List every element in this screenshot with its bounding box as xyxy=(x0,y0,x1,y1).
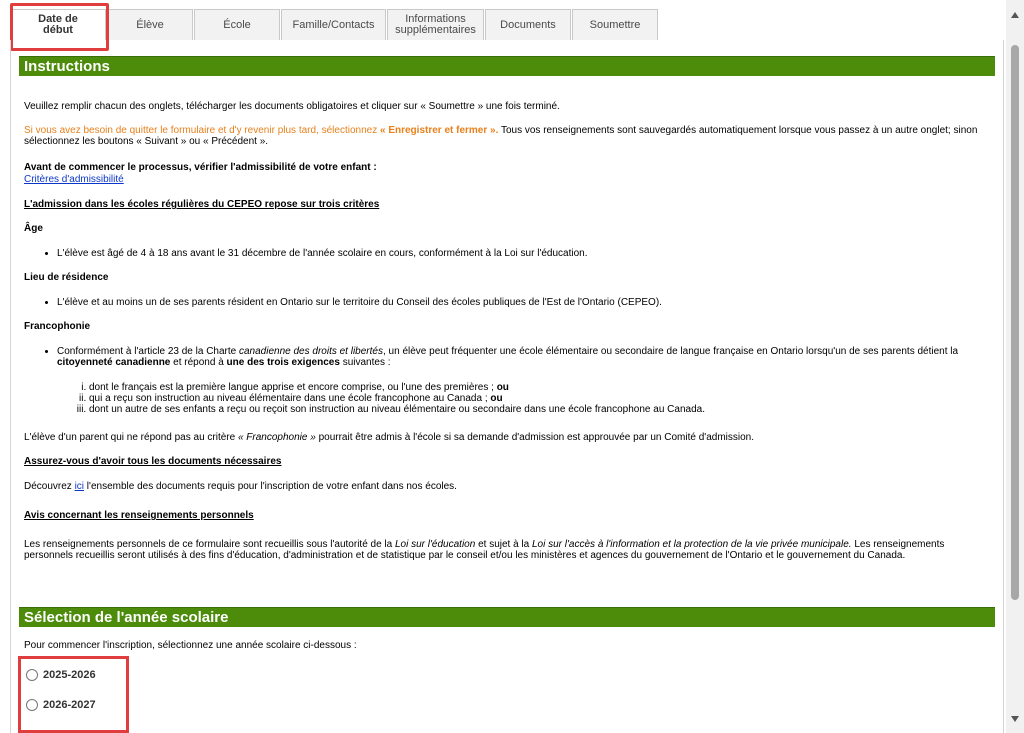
requirement-item: i. dont le français est la première langue apprise et encore comprise, ou l'une des premières ; ou xyxy=(89,382,995,393)
year-option-2026-2027[interactable]: 2026-2027 xyxy=(26,699,96,711)
privacy-heading: Avis concernant les renseignements personnels xyxy=(24,510,254,521)
francophonie-heading: Francophonie xyxy=(24,321,91,332)
francophonie-criterion: • Conformément à l'article 23 de la Charte canadienne des droits et libertés, un élève peut fréquenter une école élémentaire ou secondaire de langue française en Ontario lorsqu'un de ses parents détient la citoyenneté canadienne et répond à une des trois exigences suivantes : xyxy=(57,346,985,368)
scroll-up-icon[interactable] xyxy=(1011,12,1019,18)
tab-date-de-debut[interactable]: Date de début xyxy=(10,9,106,40)
age-criterion: • L'élève est âgé de 4 à 18 ans avant le 31 décembre de l'année scolaire en cours, conformément à la Loi sur l'éducation. xyxy=(57,248,995,259)
tab-documents[interactable]: Documents xyxy=(485,9,571,40)
save-note: Si vous avez besoin de quitter le formulaire et d'y revenir plus tard, sélectionnez « Enregistrer et fermer ». Tous vos renseignements sont sauvegardés automatiquement lorsque vous passez à un autre onglet; sinon sélectionnez les boutons « Suivant » ou « Précédent ». xyxy=(24,125,978,147)
francophonie-requirements xyxy=(19,382,995,415)
admission-heading: L'admission dans les écoles régulières du CEPEO repose sur trois critères xyxy=(24,199,380,210)
requirement-item: iii. dont un autre de ses enfants a reçu ou reçoit son instruction au niveau élémentaire ou secondaire dans une école francophone au Canada. xyxy=(89,404,995,415)
before-heading: Avant de commencer le processus, vérifier l'admissibilité de votre enfant : xyxy=(24,162,377,173)
year-option-2025-2026[interactable]: 2025-2026 xyxy=(26,669,96,681)
documents-heading: Assurez-vous d'avoir tous les documents nécessaires xyxy=(24,456,282,467)
residence-heading: Lieu de résidence xyxy=(24,272,109,283)
tab-eleve[interactable]: Élève xyxy=(107,9,193,40)
scroll-down-icon[interactable] xyxy=(1011,716,1019,722)
instructions-content xyxy=(19,56,995,711)
documents-link[interactable]: ici xyxy=(74,481,85,492)
school-year-prompt: Pour commencer l'inscription, sélectionnez une année scolaire ci-dessous : xyxy=(24,640,357,651)
committee-note: L'élève d'un parent qui ne répond pas au critère « Francophonie » pourrait être admis à l'école si sa demande d'admission est approuvée par un Comité d'admission. xyxy=(24,432,754,443)
instructions-header: Instructions xyxy=(19,56,995,76)
tab-ecole[interactable]: École xyxy=(194,9,280,40)
school-year-header: Sélection de l'année scolaire xyxy=(19,607,995,627)
form-panel xyxy=(10,40,1004,733)
tab-famille-contacts[interactable]: Famille/Contacts xyxy=(281,9,386,40)
radio-button[interactable] xyxy=(26,699,38,711)
privacy-text: Les renseignements personnels de ce formulaire sont recueillis sous l'autorité de la Loi sur l'éducation et sujet à la Loi sur l'accès à l'information et la protection de la vie privée municipale. Les renseignements personnels recueillis seront utilisés à des fins d'éducation, d'administration et de statistique par le conseil et/ou les ministères et agences du gouvernement de l'Ontario et le gouvernement du Canada. xyxy=(24,539,945,561)
age-heading: Âge xyxy=(24,223,43,234)
vertical-scrollbar[interactable] xyxy=(1006,0,1024,733)
eligibility-criteria-link[interactable]: Critères d'admissibilité xyxy=(24,174,124,185)
documents-text: Découvrez ici l'ensemble des documents requis pour l'inscription de votre enfant dans nos écoles. xyxy=(24,481,457,492)
form-tab-bar xyxy=(10,9,659,40)
intro-text: Veuillez remplir chacun des onglets, télécharger les documents obligatoires et cliquer sur « Soumettre » une fois terminé. xyxy=(24,101,560,112)
tab-informations-supplementaires[interactable]: Informations supplémentaires xyxy=(387,9,484,40)
requirement-item: ii. qui a reçu son instruction au niveau élémentaire dans une école francophone au Canada ; ou xyxy=(89,393,995,404)
residence-criterion: • L'élève et au moins un de ses parents résident en Ontario sur le territoire du Conseil des écoles publiques de l'Est de l'Ontario (CEPEO). xyxy=(57,297,995,308)
scrollbar-thumb[interactable] xyxy=(1011,45,1019,600)
tab-soumettre[interactable]: Soumettre xyxy=(572,9,658,40)
radio-button[interactable] xyxy=(26,669,38,681)
